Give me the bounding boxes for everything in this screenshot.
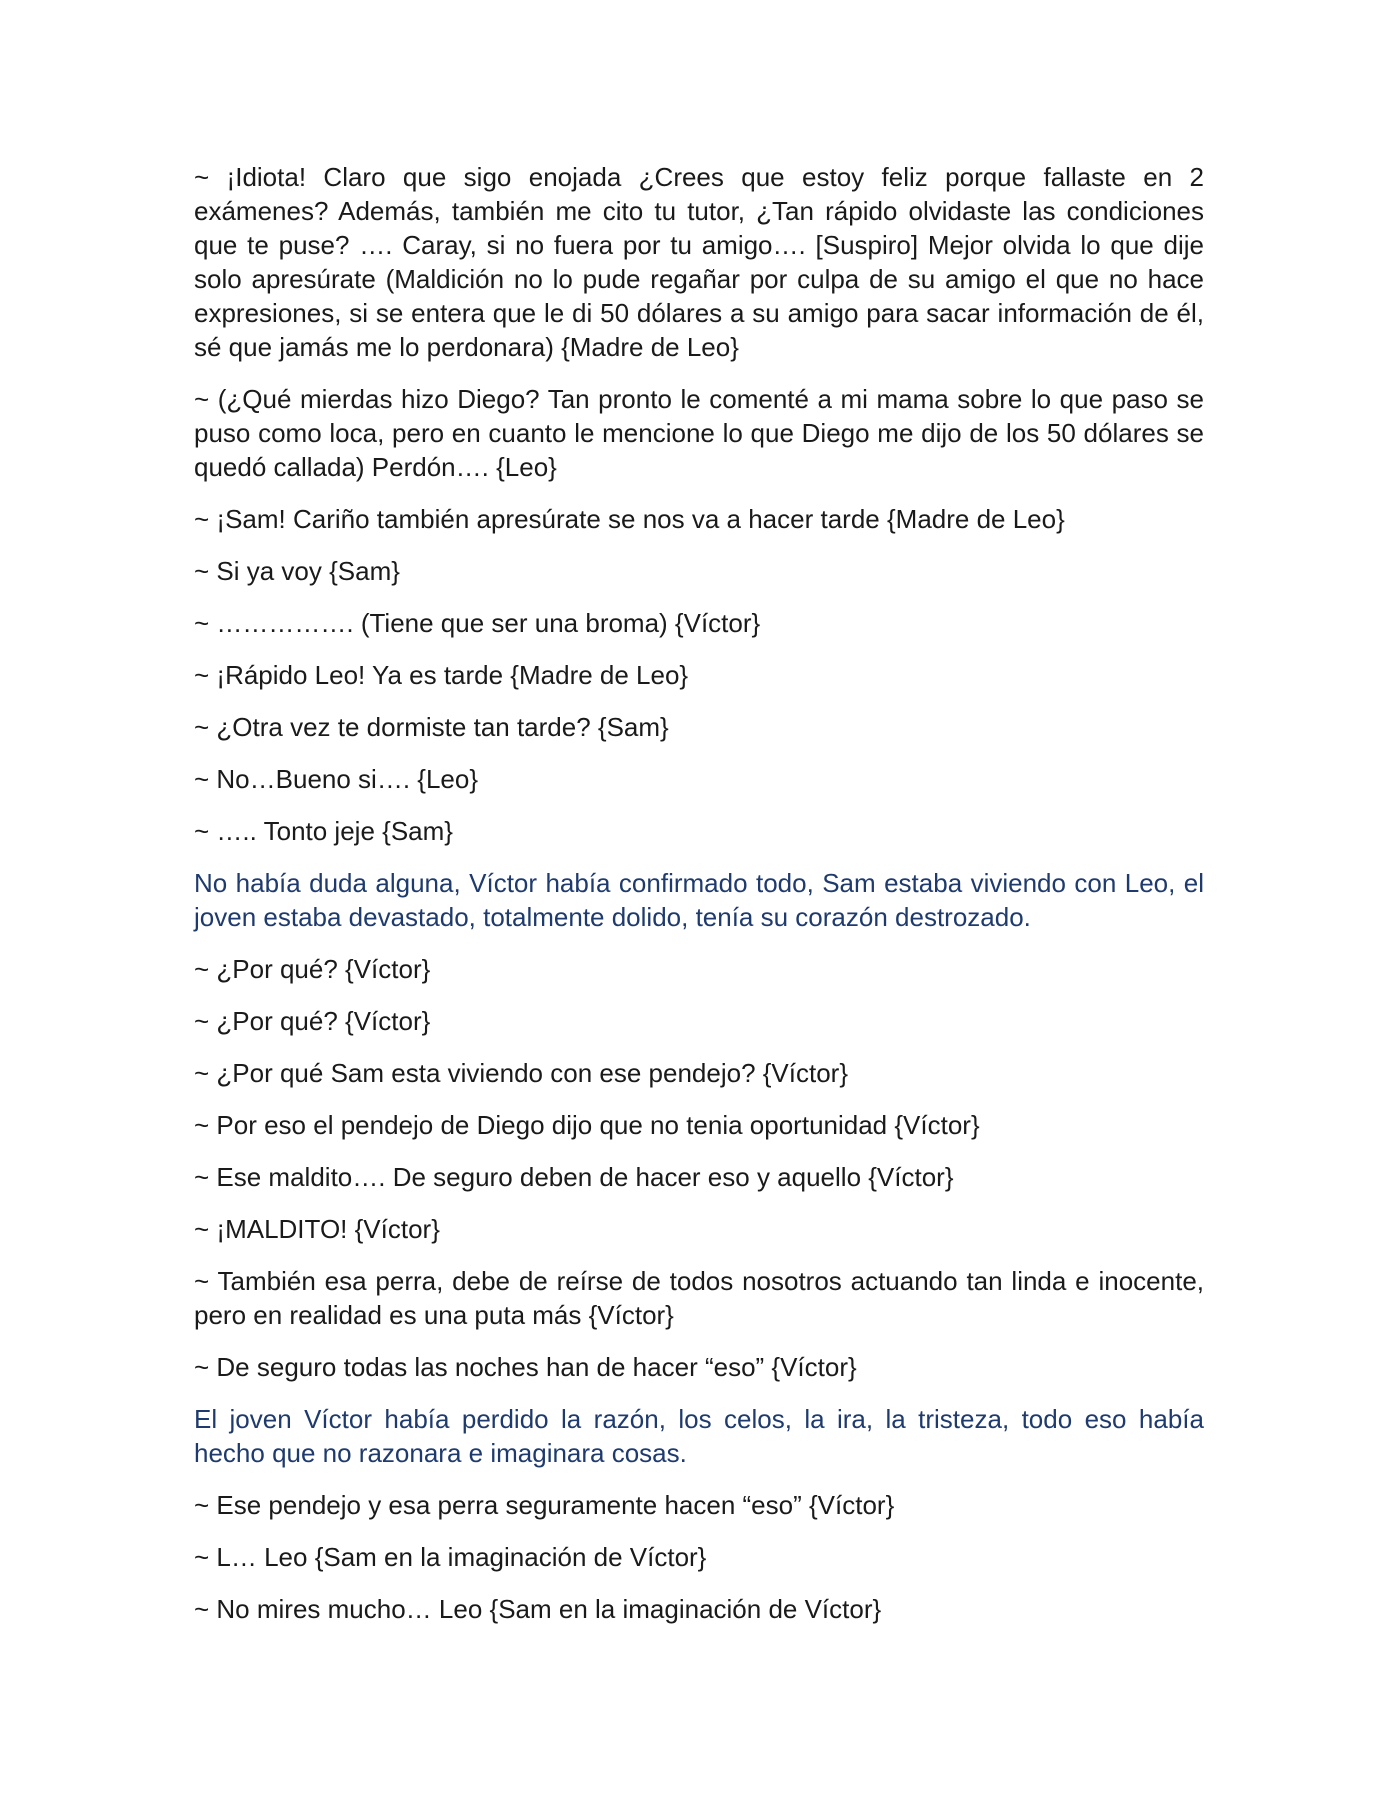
dialogue-paragraph: ~ Ese pendejo y esa perra seguramente hacen “eso” {Víctor}: [194, 1490, 895, 1520]
dialogue-paragraph: ~ ¿Otra vez te dormiste tan tarde? {Sam}: [194, 712, 669, 742]
dialogue-paragraph: ~ De seguro todas las noches han de hacer “eso” {Víctor}: [194, 1352, 857, 1382]
dialogue-paragraph: ~ ¡Idiota! Claro que sigo enojada ¿Crees que estoy feliz porque fallaste en 2 exámenes? Además, también me cito tu tutor, ¿Tan rápido olvidaste las condiciones que te puse? …. Caray, si no fuera por tu amigo…. [Suspiro] Mejor olvida lo que dije solo apresúrate (Maldición no lo pude regañar por culpa de su amigo el que no hace expresiones, si se entera que le di 50 dólares a su amigo para sacar información de él, sé que jamás me lo perdonara) {Madre de Leo}: [194, 162, 1204, 362]
narration-paragraph: No había duda alguna, Víctor había confirmado todo, Sam estaba viviendo con Leo, el joven estaba devastado, totalmente dolido, tenía su corazón destrozado.: [194, 868, 1204, 932]
dialogue-paragraph: ~ No mires mucho… Leo {Sam en la imaginación de Víctor}: [194, 1594, 882, 1624]
dialogue-paragraph: ~ ….. Tonto jeje {Sam}: [194, 816, 453, 846]
dialogue-paragraph: ~ Ese maldito…. De seguro deben de hacer eso y aquello {Víctor}: [194, 1162, 954, 1192]
document-body: [194, 160, 1204, 1644]
dialogue-paragraph: ~ Por eso el pendejo de Diego dijo que no tenia oportunidad {Víctor}: [194, 1110, 980, 1140]
dialogue-paragraph: ~ No…Bueno si…. {Leo}: [194, 764, 479, 794]
dialogue-paragraph: ~ L… Leo {Sam en la imaginación de Víctor}: [194, 1542, 707, 1572]
dialogue-paragraph: ~ ¿Por qué Sam esta viviendo con ese pendejo? {Víctor}: [194, 1058, 849, 1088]
dialogue-paragraph: ~ ¿Por qué? {Víctor}: [194, 954, 431, 984]
dialogue-paragraph: ~ Si ya voy {Sam}: [194, 556, 400, 586]
dialogue-paragraph: ~ ¿Por qué? {Víctor}: [194, 1006, 431, 1036]
dialogue-paragraph: ~ ……………. (Tiene que ser una broma) {Víctor}: [194, 608, 761, 638]
dialogue-paragraph: ~ (¿Qué mierdas hizo Diego? Tan pronto le comenté a mi mama sobre lo que paso se puso como loca, pero en cuanto le mencione lo que Diego me dijo de los 50 dólares se quedó callada) Perdón…. {Leo}: [194, 384, 1204, 482]
dialogue-paragraph: ~ ¡Sam! Cariño también apresúrate se nos va a hacer tarde {Madre de Leo}: [194, 504, 1065, 534]
dialogue-paragraph: ~ ¡Rápido Leo! Ya es tarde {Madre de Leo}: [194, 660, 689, 690]
narration-paragraph: El joven Víctor había perdido la razón, los celos, la ira, la tristeza, todo eso había hecho que no razonara e imaginara cosas.: [194, 1404, 1204, 1468]
dialogue-paragraph: ~ ¡MALDITO! {Víctor}: [194, 1214, 440, 1244]
dialogue-paragraph: ~ También esa perra, debe de reírse de todos nosotros actuando tan linda e inocente, pero en realidad es una puta más {Víctor}: [194, 1266, 1204, 1330]
